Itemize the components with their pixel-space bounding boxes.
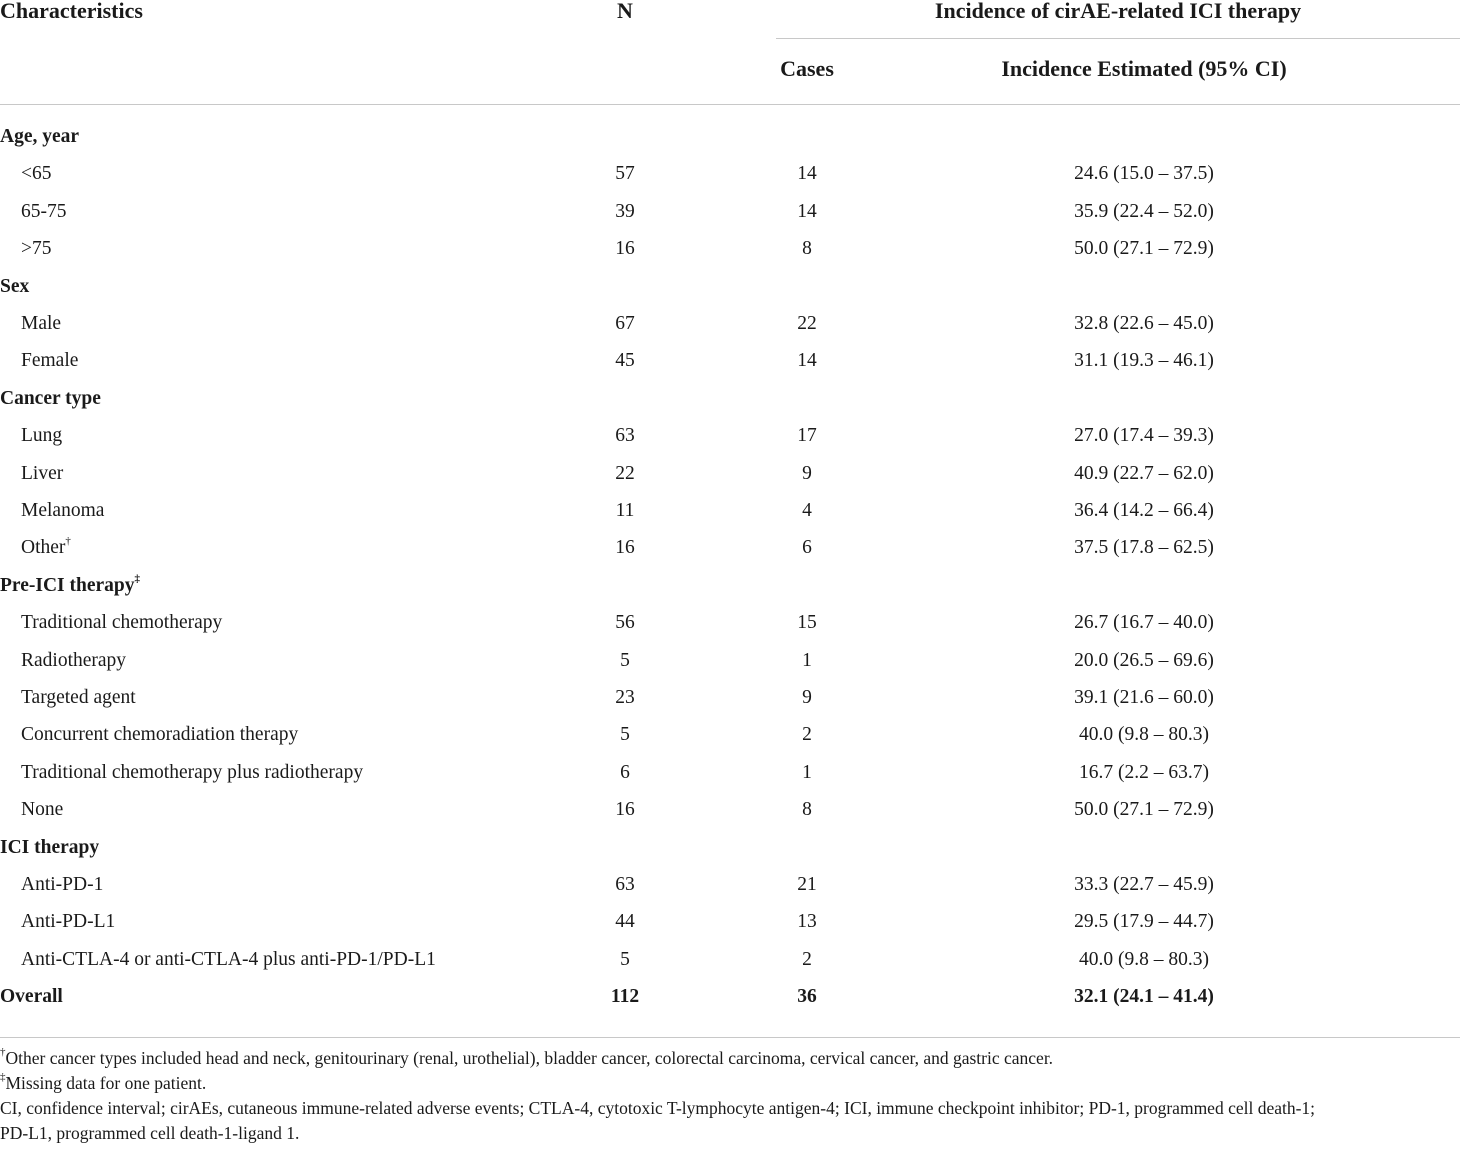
header-incidence-group: Incidence of cirAE-related ICI therapy bbox=[934, 0, 1302, 23]
n-value: 44 bbox=[615, 911, 635, 933]
table-row bbox=[0, 492, 1460, 529]
table-row bbox=[0, 754, 1460, 791]
row-label bbox=[0, 978, 63, 1015]
table-row bbox=[0, 716, 1460, 753]
cases-value: 21 bbox=[797, 874, 817, 895]
group-heading-row bbox=[0, 380, 1460, 417]
row-label bbox=[21, 492, 104, 529]
n-value: 16 bbox=[615, 537, 635, 559]
header-bottom-rule bbox=[0, 104, 1460, 105]
footnote-mark: ‡ bbox=[0, 1071, 6, 1083]
incidence-value: 40.0 (9.8 – 80.3) bbox=[1079, 724, 1209, 746]
table-bottom-rule bbox=[0, 1037, 1460, 1038]
footnote-text: Missing data for one patient. bbox=[5, 1073, 207, 1093]
row-label-text: None bbox=[21, 799, 64, 821]
row-label-text: Lung bbox=[21, 425, 63, 447]
incidence-value: 29.5 (17.9 – 44.7) bbox=[1074, 911, 1214, 933]
row-label bbox=[21, 455, 63, 492]
cases-value: 1 bbox=[802, 649, 812, 671]
table-row bbox=[0, 903, 1460, 940]
table-row bbox=[0, 230, 1460, 267]
row-label-text: Anti-PD-L1 bbox=[21, 911, 116, 933]
group-heading-row bbox=[0, 118, 1460, 155]
header-n: N bbox=[617, 0, 633, 23]
cases-value: 15 bbox=[797, 612, 817, 634]
incidence-value: 50.0 (27.1 – 72.9) bbox=[1074, 238, 1214, 260]
row-label bbox=[0, 380, 101, 417]
incidence-value: 16.7 (2.2 – 63.7) bbox=[1079, 761, 1209, 783]
row-label bbox=[0, 567, 140, 604]
row-label bbox=[0, 118, 79, 155]
row-label-text: >75 bbox=[21, 238, 52, 260]
row-label bbox=[21, 716, 298, 753]
table-row bbox=[0, 642, 1460, 679]
row-label-text: Melanoma bbox=[21, 500, 105, 521]
incidence-value: 40.0 (9.8 – 80.3) bbox=[1079, 948, 1209, 970]
cases-value: 9 bbox=[802, 462, 812, 484]
cases-value: 8 bbox=[802, 238, 812, 260]
cases-value: 14 bbox=[797, 163, 817, 185]
header-characteristics: Characteristics bbox=[0, 0, 143, 23]
row-label-text: ICI therapy bbox=[0, 836, 100, 858]
row-label bbox=[21, 754, 363, 791]
incidence-value: 32.1 (24.1 – 41.4) bbox=[1074, 986, 1214, 1008]
row-label bbox=[21, 193, 67, 230]
row-label-text: Liver bbox=[21, 462, 64, 484]
row-label bbox=[21, 866, 103, 903]
table-row bbox=[0, 193, 1460, 230]
row-label-text: Concurrent chemoradiation therapy bbox=[21, 724, 299, 746]
n-value: 23 bbox=[615, 687, 635, 708]
row-label bbox=[21, 604, 222, 641]
incidence-value: 50.0 (27.1 – 72.9) bbox=[1074, 799, 1214, 821]
row-label bbox=[21, 417, 62, 454]
footnote-double-dagger bbox=[0, 1071, 1460, 1096]
cases-value: 14 bbox=[797, 350, 817, 372]
incidence-value: 36.4 (14.2 – 66.4) bbox=[1074, 500, 1214, 521]
row-label bbox=[0, 268, 29, 305]
row-label-text: Sex bbox=[0, 275, 30, 297]
n-value: 45 bbox=[615, 350, 635, 372]
row-label-text: Traditional chemotherapy bbox=[21, 612, 223, 634]
table-row bbox=[0, 679, 1460, 716]
cases-value: 36 bbox=[797, 986, 817, 1008]
n-value: 57 bbox=[615, 163, 635, 185]
row-label bbox=[21, 305, 61, 342]
n-value: 5 bbox=[620, 649, 630, 671]
row-label-text: Cancer type bbox=[0, 387, 101, 409]
row-label-text: Other bbox=[21, 537, 66, 559]
n-value: 11 bbox=[615, 500, 635, 521]
cases-value: 2 bbox=[802, 948, 812, 970]
n-value: 63 bbox=[615, 874, 635, 895]
cases-value: 1 bbox=[802, 761, 812, 783]
footnote-text: Other cancer types included head and neck, genitourinary (renal, urothelial), bladder cancer, colorectal carcinoma, cervical cancer, and gastric cancer. bbox=[5, 1048, 1054, 1068]
table-row bbox=[0, 529, 1460, 566]
row-label-text: Anti-PD-1 bbox=[21, 874, 104, 895]
n-value: 22 bbox=[615, 462, 635, 484]
row-label-text: Radiotherapy bbox=[21, 649, 127, 671]
footnote-ref: ‡ bbox=[134, 572, 140, 585]
table-row bbox=[0, 305, 1460, 342]
incidence-value: 37.5 (17.8 – 62.5) bbox=[1074, 537, 1214, 559]
incidence-value: 27.0 (17.4 – 39.3) bbox=[1074, 425, 1214, 447]
cases-value: 8 bbox=[802, 799, 812, 821]
n-value: 39 bbox=[615, 200, 635, 222]
incidence-value: 26.7 (16.7 – 40.0) bbox=[1074, 612, 1214, 634]
n-value: 63 bbox=[615, 425, 635, 447]
incidence-value: 20.0 (26.5 – 69.6) bbox=[1074, 649, 1214, 671]
row-label-text: Traditional chemotherapy plus radiotherapy bbox=[21, 761, 364, 783]
table-header bbox=[0, 0, 1460, 105]
cases-value: 6 bbox=[802, 537, 812, 559]
row-label-text: Overall bbox=[0, 986, 63, 1008]
group-heading-row bbox=[0, 567, 1460, 604]
row-label bbox=[21, 155, 52, 192]
table-row bbox=[0, 417, 1460, 454]
row-label-text: Age, year bbox=[0, 126, 80, 147]
table-footnotes bbox=[0, 1046, 1460, 1146]
cases-value: 17 bbox=[797, 425, 817, 447]
table-row bbox=[0, 455, 1460, 492]
cases-value: 22 bbox=[797, 313, 817, 334]
row-label-text: Pre-ICI therapy bbox=[0, 574, 135, 596]
footnote-ref: † bbox=[65, 535, 71, 548]
n-value: 6 bbox=[620, 761, 630, 783]
table-row bbox=[0, 791, 1460, 828]
header-cases: Cases bbox=[780, 56, 834, 81]
group-heading-row bbox=[0, 268, 1460, 305]
n-value: 112 bbox=[610, 986, 640, 1008]
incidence-value: 40.9 (22.7 – 62.0) bbox=[1074, 462, 1214, 484]
footnote-dagger bbox=[0, 1046, 1460, 1071]
n-value: 5 bbox=[620, 724, 630, 746]
row-label bbox=[21, 230, 52, 267]
cases-value: 4 bbox=[802, 500, 812, 521]
n-value: 5 bbox=[620, 948, 630, 970]
row-label bbox=[21, 941, 436, 978]
n-value: 16 bbox=[615, 799, 635, 821]
table-row bbox=[0, 941, 1460, 978]
row-label-text: Male bbox=[21, 313, 62, 334]
row-label bbox=[21, 342, 78, 379]
n-value: 56 bbox=[615, 612, 635, 634]
incidence-value: 24.6 (15.0 – 37.5) bbox=[1074, 163, 1214, 185]
cases-value: 2 bbox=[802, 724, 812, 746]
incidence-value: 31.1 (19.3 – 46.1) bbox=[1074, 350, 1214, 372]
abbreviations-line-1: CI, confidence interval; cirAEs, cutaneous immune-related adverse events; CTLA-4, cytotoxic T-lymphocyte antigen-4; ICI, immune checkpoint inhibitor; PD-1, programmed cell death-1; bbox=[0, 1098, 1316, 1118]
incidence-value: 35.9 (22.4 – 52.0) bbox=[1074, 200, 1214, 222]
n-value: 67 bbox=[615, 313, 635, 334]
cases-value: 9 bbox=[802, 687, 812, 708]
overall-row bbox=[0, 978, 1460, 1015]
incidence-value: 32.8 (22.6 – 45.0) bbox=[1074, 313, 1214, 334]
header-incidence-estimated: Incidence Estimated (95% CI) bbox=[1001, 56, 1287, 81]
header-group-rule bbox=[776, 38, 1460, 39]
footnote-mark: † bbox=[0, 1046, 6, 1058]
row-label bbox=[21, 529, 71, 566]
row-label-text: Female bbox=[21, 350, 79, 372]
n-value: 16 bbox=[615, 238, 635, 260]
table-row bbox=[0, 155, 1460, 192]
incidence-value: 33.3 (22.7 – 45.9) bbox=[1074, 874, 1214, 895]
incidence-value: 39.1 (21.6 – 60.0) bbox=[1074, 687, 1214, 708]
table-row bbox=[0, 342, 1460, 379]
row-label-text: Anti-CTLA-4 or anti-CTLA-4 plus anti-PD-1/PD-L1 bbox=[21, 948, 436, 970]
cases-value: 14 bbox=[797, 200, 817, 222]
row-label-text: 65-75 bbox=[21, 200, 67, 222]
group-heading-row bbox=[0, 829, 1460, 866]
cases-value: 13 bbox=[797, 911, 817, 933]
row-label bbox=[21, 679, 136, 716]
row-label bbox=[0, 829, 99, 866]
table-row bbox=[0, 866, 1460, 903]
row-label bbox=[21, 791, 63, 828]
table-row bbox=[0, 604, 1460, 641]
abbreviations-line-2: PD-L1, programmed cell death-1-ligand 1. bbox=[0, 1123, 300, 1143]
row-label-text: <65 bbox=[21, 163, 52, 185]
row-label bbox=[21, 642, 126, 679]
row-label bbox=[21, 903, 115, 940]
row-label-text: Targeted agent bbox=[21, 687, 136, 708]
